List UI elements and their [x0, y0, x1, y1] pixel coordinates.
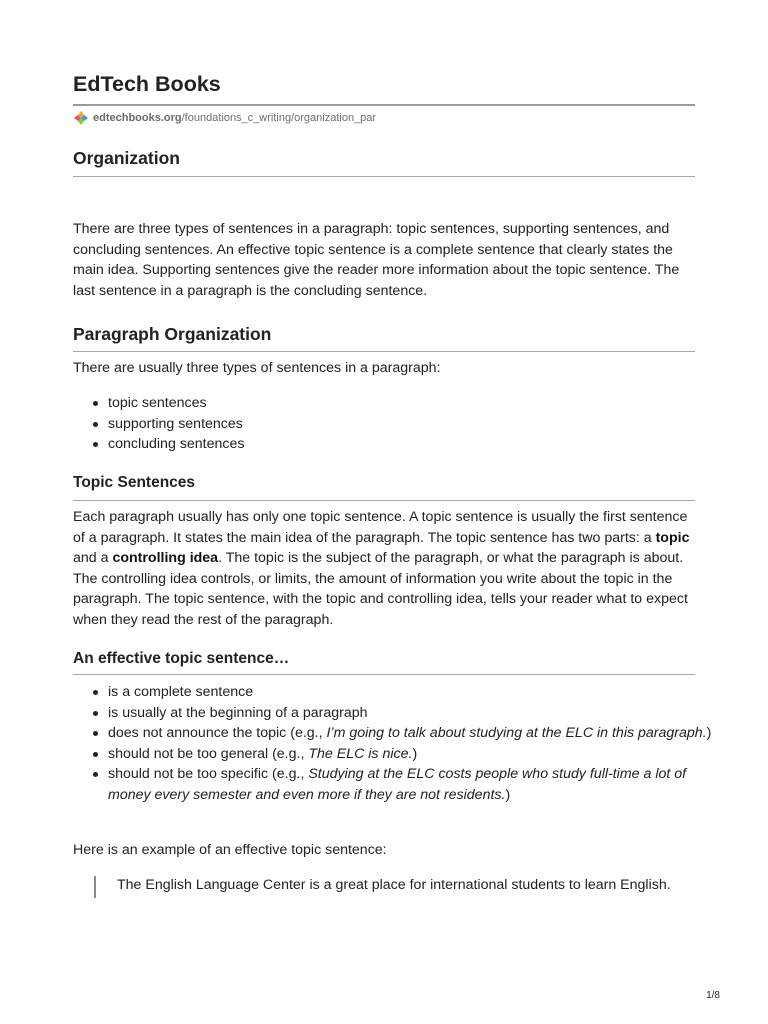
url-domain: edtechbooks.org — [93, 112, 182, 124]
page-number: 1/8 — [706, 990, 720, 1001]
criterion-close: ) — [412, 745, 418, 762]
list-item — [108, 764, 730, 805]
source-url[interactable] — [73, 110, 376, 126]
body-text: . The topic is the subject of the paragraph, or what the paragraph is about. The controlling idea controls, or limits, the amount of information you write about the topic in the paragraph. The topic sentence, with the topic and controlling idea, tells your reader what to expect when they read the rest of the paragraph. — [73, 550, 688, 628]
site-title: EdTech Books — [73, 72, 221, 96]
list-item — [108, 703, 730, 724]
example-intro: Here is an example of an effective topic sentence: — [73, 842, 387, 858]
criterion-close: ) — [706, 725, 712, 741]
organization-heading: Organization — [73, 148, 180, 168]
bold-term-topic: topic — [655, 529, 690, 546]
bold-term-controlling-idea: controlling idea — [112, 550, 219, 566]
criterion-example: I’m going to talk about studying at the ELC in this paragraph. — [326, 725, 707, 741]
criterion-text: is usually at the beginning of a paragraph — [108, 704, 368, 721]
sentence-types-list — [73, 393, 730, 455]
paragraph-organization-divider — [73, 351, 695, 352]
example-quote: The English Language Center is a great place for international students to learn English. — [117, 877, 671, 893]
criterion-text: does not announce the topic (e.g., — [108, 725, 327, 741]
list-item: supporting sentences — [108, 414, 730, 435]
criterion-text: should not be too specific (e.g., — [108, 766, 309, 782]
paragraph-organization-intro: There are usually three types of sentences in a paragraph: — [73, 360, 441, 376]
body-text: Each paragraph usually has only one topic sentence. A topic sentence is usually the first sentence of a paragraph. It states the main idea of the paragraph. The topic sentence has two parts: a — [73, 509, 688, 546]
title-divider — [73, 104, 695, 106]
organization-divider — [73, 176, 695, 177]
topic-sentences-body — [73, 507, 695, 630]
url-path: /foundations_c_writing/organization_par — [181, 112, 377, 124]
topic-sentences-heading: Topic Sentences — [73, 474, 196, 491]
list-item — [108, 682, 730, 703]
edtech-books-logo-icon — [73, 110, 89, 126]
topic-sentences-divider — [73, 500, 695, 501]
criterion-close: ) — [505, 786, 511, 803]
list-item: topic sentences — [108, 393, 730, 414]
paragraph-organization-heading: Paragraph Organization — [73, 324, 272, 344]
criterion-example: Studying at the ELC costs people who study full-time a lot of money every semester and even more if they are not residents. — [108, 766, 687, 803]
criterion-text: should not be too general (e.g., — [108, 745, 309, 762]
criterion-text: is a complete sentence — [108, 684, 254, 700]
effective-topic-sentence-heading: An effective topic sentence… — [73, 650, 290, 667]
list-item — [108, 744, 730, 765]
blockquote-bar — [94, 876, 96, 898]
effective-topic-sentence-divider — [73, 674, 695, 675]
list-item: concluding sentences — [108, 434, 730, 455]
criterion-example: The ELC is nice. — [308, 745, 413, 762]
organization-intro: There are three types of sentences in a paragraph: topic sentences, supporting sentences, and concluding sentences. An effective topic sentence is a complete sentence that clearly states the main idea. Supporting sentences give the reader more information about the topic sentence. The last sentence in a paragraph is the concluding sentence. — [73, 221, 680, 299]
list-item — [108, 723, 730, 744]
body-text: and a — [73, 550, 113, 566]
effective-criteria-list — [73, 682, 730, 805]
